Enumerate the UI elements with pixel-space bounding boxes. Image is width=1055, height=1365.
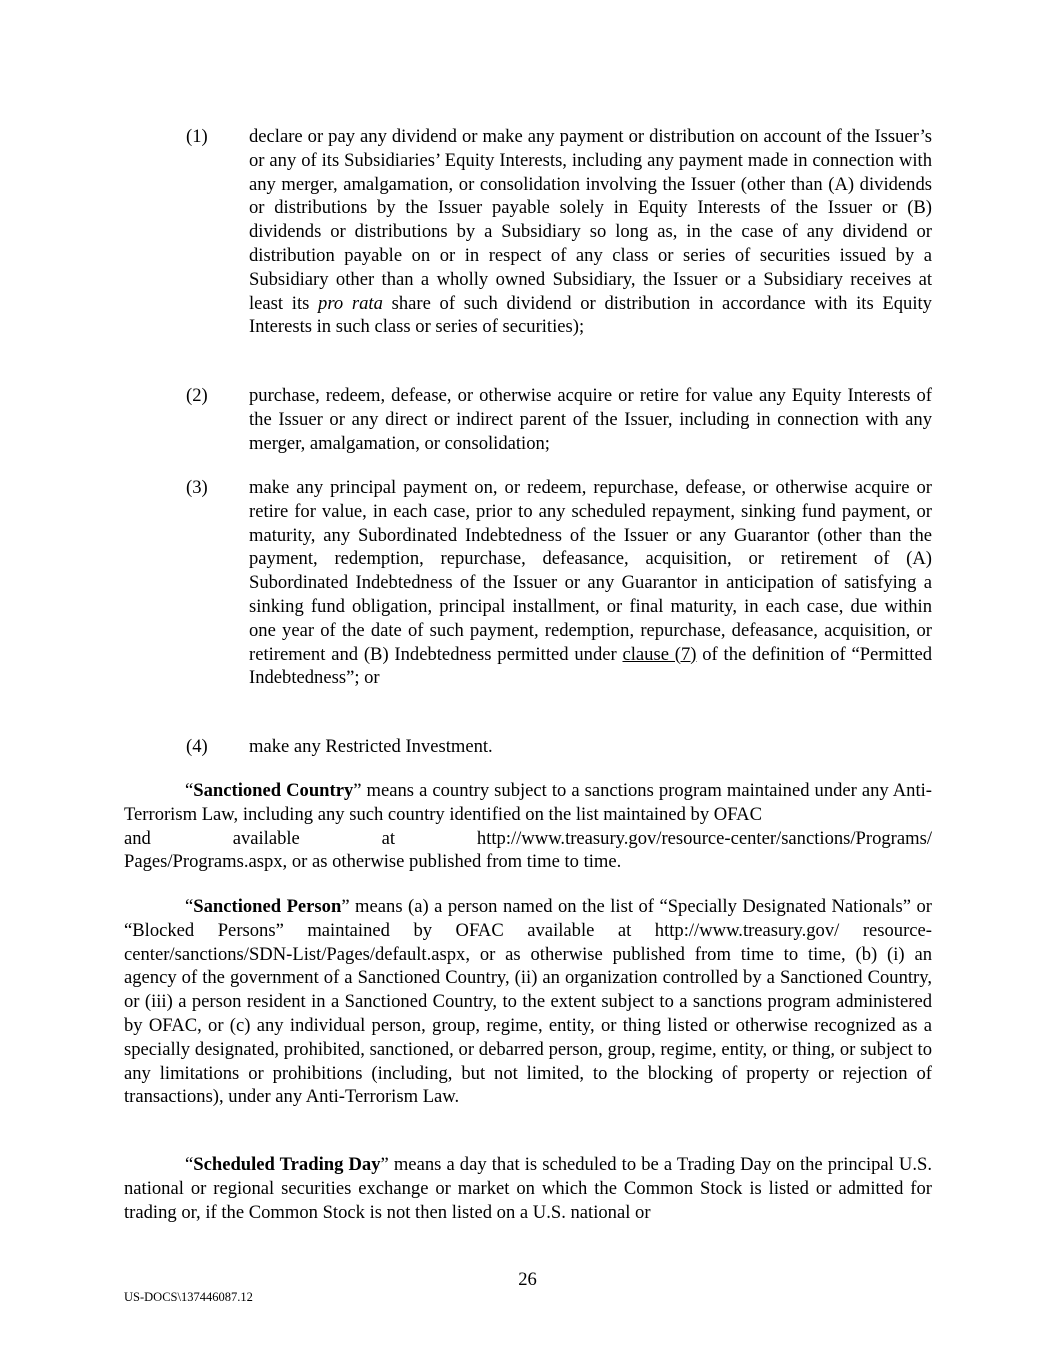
defined-term: Sanctioned Country — [193, 780, 354, 801]
list-item-text: make any principal payment on, or redeem, repurchase, defease, or otherwise acquire or retire for value, in each case, prior to any scheduled repayment, sinking fund payment, or maturity, any Subordinated Indebtedness of the Issuer or any Guarantor (other than the payment, redemption, repurchase, defeasance, acquisition, or retirement of (A) Subordinated Indebtedness of the Issuer or any Guarantor in anticipation of satisfying a sinking fund obligation, principal installment, or final maturity, in each case, due within one year of the date of such payment, redemption, repurchase, defeasance, acquisition, or retirement and (B) Indebtedness permitted under clause (7) of the definition of “Permitted Indebtedness”; or — [249, 477, 932, 689]
document-id: US-DOCS\137446087.12 — [124, 1290, 253, 1304]
definition-scheduled-trading-day: “Scheduled Trading Day” means a day that is scheduled to be a Trading Day on the principal U.S. national or regional securities exchange or market on which the Common Stock is listed or admitted for trading or, if the Common Stock is not then listed on a U.S. national or — [124, 1154, 932, 1223]
justified-line: and available at http://www.treasury.gov/resource-center/sanctions/Programs/ — [124, 827, 932, 849]
list-item-text: declare or pay any dividend or make any payment or distribution on account of the Issuer’s or any of its Subsidiaries’ Equity Interests, including any payment made in connection with any merger, amalgamation, or consolidation involving the Issuer (other than (A) dividends or distributions by the Issuer payable solely in Equity Interests of the Issuer or (B) dividends or distributions by a Subsidiary so long as, in the case of any dividend or distribution payable on or in respect of any class or series of securities issued by a Subsidiary other than a wholly owned Subsidiary, the Issuer or a Subsidiary receives at least its pro rata share of such dividend or distribution in accordance with its Equity Interests in such class or series of securities); — [249, 126, 932, 338]
list-item-text: purchase, redeem, defease, or otherwise acquire or retire for value any Equity Interests of the Issuer or any direct or indirect parent of the Issuer, including in connection with any merger, amalgamation, or consolidation; — [249, 385, 932, 454]
definition-sanctioned-person: “Sanctioned Person” means (a) a person named on the list of “Specially Designated Nationals” or “Blocked Persons” maintained by OFAC available at http://www.treasury.gov/ resource-center/sanctions/SDN-List/Pages/default.aspx, or as otherwise published from time to time, (b) (i) an agency of the government of a Sanctioned Country, (ii) an organization controlled by a Sanctioned Country, or (iii) a person resident in a Sanctioned Country, to the extent subject to a sanctions program administered by OFAC, or (c) any individual person, group, regime, entity, or thing listed or otherwise recognized as a specially designated, prohibited, sanctioned, or debarred person, group, regime, entity, or thing, or subject to any limitations or prohibitions (including, but not limited, to the blocking of property or rejection of transactions), under any Anti-Terrorism Law. — [124, 896, 932, 1108]
definition-sanctioned-country: “Sanctioned Country” means a country subject to a sanctions program maintained under any Anti-Terrorism Law, including any such country identified on the list maintained by OFAC and available at http://www.treasury.gov/resource-center/sanctions/Programs/ Pages/Programs.aspx, or as otherwise published from time to time. — [124, 780, 932, 873]
list-item-number: (3) — [186, 477, 208, 498]
defined-term: Sanctioned Person — [193, 896, 342, 917]
italic-term: pro rata — [318, 292, 383, 314]
list-item-number: (1) — [186, 126, 208, 147]
list-item-number: (2) — [186, 385, 208, 406]
list-item-text: make any Restricted Investment. — [249, 736, 493, 757]
clause-7-link[interactable]: clause (7) — [622, 643, 697, 665]
defined-term: Scheduled Trading Day — [193, 1154, 381, 1175]
list-item-number: (4) — [186, 736, 208, 757]
page-number: 26 — [518, 1269, 537, 1290]
url-text: http://www.treasury.gov/resource-center/sanctions/Programs/ — [476, 827, 932, 849]
